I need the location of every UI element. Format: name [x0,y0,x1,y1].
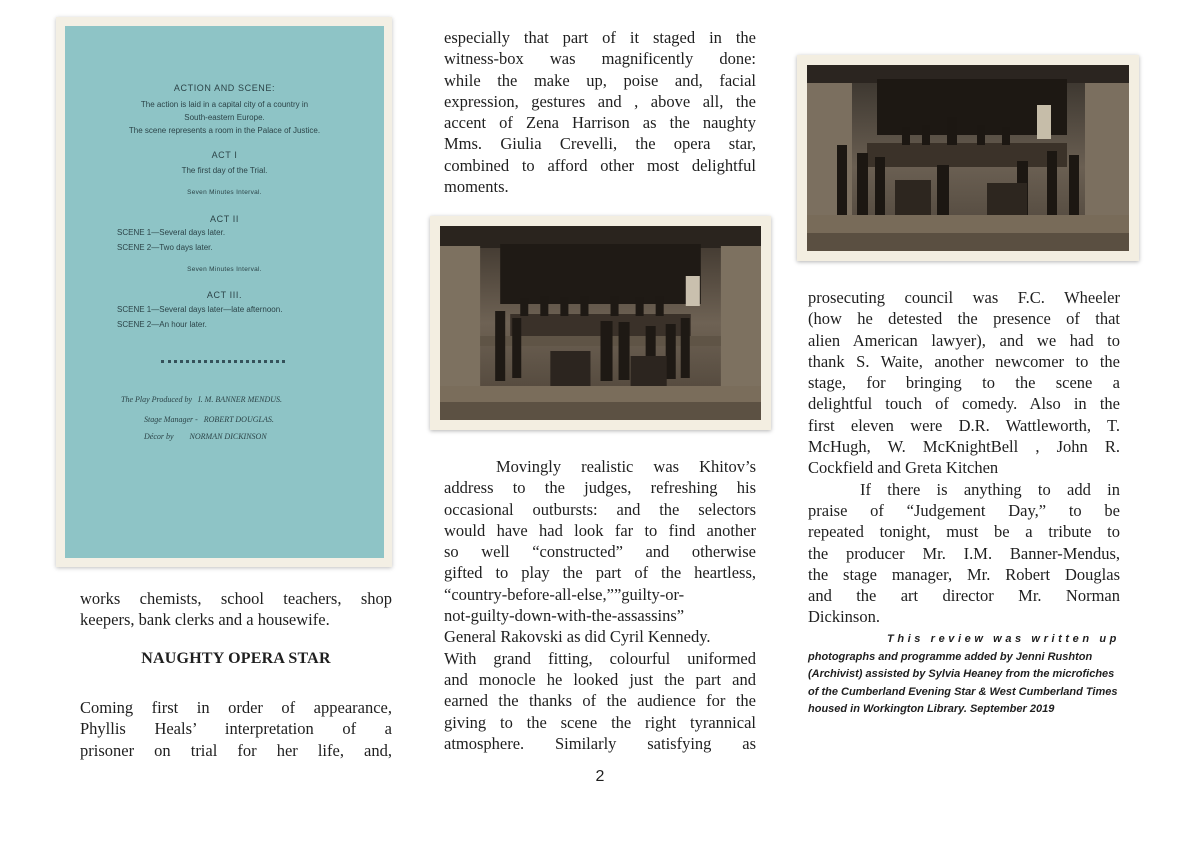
programme-act2-scene: SCENE 2—Two days later. [117,243,213,252]
body-line: Phyllis Heals’ interpretation of a [80,719,392,739]
body-line: combined to afford other most delightful [444,155,756,175]
body-line: With grand fitting, colourful uniformed [444,648,756,668]
programme-heading: ACTION AND SCENE: [173,83,276,93]
body-line: occasional outbursts: and the selectors [444,499,756,519]
programme-credit [121,395,282,404]
middle-column-top [444,27,756,197]
credit-name: I. M. BANNER MENDUS. [198,395,283,404]
credit-role: The Play Produced by [121,395,193,404]
programme-interval: Seven Minutes Interval. [187,189,262,196]
programme-act3-scene: SCENE 2—An hour later. [117,320,207,329]
body-line: prosecuting council was F.C. Wheeler [808,288,1120,307]
stage-photo-right [797,55,1139,261]
body-line: atmosphere. Similarly satisfying as [444,733,756,753]
body-line: McHugh, W. McKnightBell , John R. [808,437,1120,457]
courtroom-photo [807,65,1129,251]
programme-credit [144,415,274,424]
credit-role: Décor by [144,432,174,441]
page-number: 2 [595,768,605,785]
programme-card [65,26,384,558]
programme-act3-title: ACT III. [206,290,243,300]
programme-act1-title: ACT I [211,150,238,160]
courtroom-photo [440,226,761,420]
programme-image [56,17,392,567]
stage-photo-middle [430,216,771,430]
programme-act2-scene: SCENE 1—Several days later. [117,228,226,237]
body-line: witness-box was magnificently done: [444,49,756,69]
body-line: while the make up, poise and, facial [444,70,756,90]
body-line: repeated tonight, must be a tribute to [808,522,1120,542]
body-line: and the art director Mr. Norman [808,586,1120,606]
programme-act1-line: The first day of the Trial. [181,166,268,175]
programme-act2-title: ACT II [210,214,239,224]
body-line: praise of “Judgement Day,” to be [808,500,1120,520]
middle-column-bottom [444,456,756,754]
body-line: keepers, bank clerks and a housewife. [80,610,330,630]
body-line: works chemists, school teachers, shop [80,589,392,608]
body-line: so well “constructed” and otherwise [444,542,756,562]
body-line: alien American lawyer), and we had to [808,330,1120,350]
programme-credit [144,432,267,441]
credit-note-first-line: This review was written up [887,633,1120,645]
courtroom-scene-graphic [440,226,761,420]
body-line: address to the judges, refreshing his [444,478,756,498]
credit-note-body: photographs and programme added by Jenni Rushton (Archivist) assisted by Sylvia Heaney from the microfiches of the Cumberland Evening Star & West Cumberland Times housed in Workington Library. September 2019 [808,650,1118,715]
body-line: Movingly realistic was Khitov’s [496,457,756,476]
credit-name: NORMAN DICKINSON [189,432,267,441]
body-line: “country-before-all-else,””guilty-or- [444,584,685,604]
body-line: especially that part of it staged in the [444,28,756,47]
body-line: would have had look far to find another [444,520,756,540]
body-line: not-guilty-down-with-the-assassins” [444,606,685,626]
credit-name: ROBERT DOUGLAS. [203,415,274,424]
credit-role: Stage Manager - [144,415,198,424]
programme-setting-line: South-eastern Europe. [184,113,265,122]
body-line: (how he detested the presence of that [808,309,1120,329]
right-column [808,287,1120,628]
body-line: Coming first in order of appearance, [80,698,392,717]
body-line: Mms. Giulia Crevelli, the opera star, [444,134,756,154]
body-line: If there is anything to add in [860,479,1120,499]
body-line: the stage manager, Mr. Robert Douglas [808,564,1120,584]
courtroom-scene-graphic [807,65,1129,251]
body-line: prisoner on trial for her life, and, [80,740,392,760]
left-column-intro [80,588,392,631]
body-line: delightful touch of comedy. Also in the [808,394,1120,414]
programme-ornament-rule [161,360,285,363]
body-line: earned the thanks of the audience for the [444,691,756,711]
body-line: giving to the scene the right tyrannical [444,712,756,732]
body-line: General Rakovski as did Cyril Kennedy. [444,627,711,647]
programme-act3-scene: SCENE 1—Several days later—late afternoon. [117,305,283,314]
body-line: Dickinson. [808,607,880,627]
body-line: expression, gestures and , above all, the [444,91,756,111]
body-line: and monocle he looked just the part and [444,669,756,689]
left-column-paragraph [80,697,392,761]
section-heading: NAUGHTY OPERA STAR [141,650,331,667]
programme-setting-line: The action is laid in a capital city of a country in [140,100,309,109]
body-line: accent of Zena Harrison as the naughty [444,113,756,133]
programme-interval: Seven Minutes Interval. [187,266,262,273]
body-line: moments. [444,177,509,197]
body-line: first eleven were D.R. Wattleworth, T. [808,415,1120,435]
body-line: the producer Mr. I.M. Banner-Mendus, [808,543,1120,563]
programme-setting-line: The scene represents a room in the Palace of Justice. [128,126,321,135]
body-line: thank S. Waite, another newcomer to the [808,351,1120,371]
body-line: stage, for bringing to the scene a [808,373,1120,393]
body-line: gifted to play the part of the heartless, [444,563,756,583]
review-credit-note [808,631,1120,719]
body-line: Cockfield and Greta Kitchen [808,458,999,478]
